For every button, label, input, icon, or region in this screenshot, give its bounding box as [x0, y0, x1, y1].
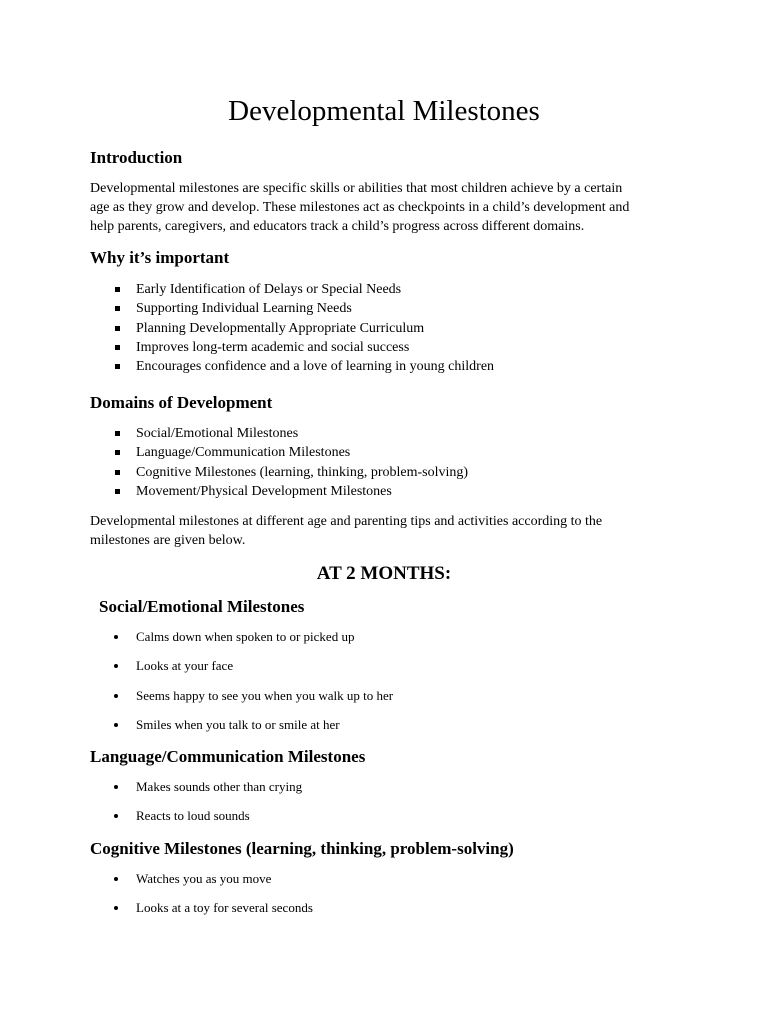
- list-item: Improves long-term academic and social success: [90, 338, 494, 357]
- list-item: Encourages confidence and a love of learning in young children: [90, 357, 494, 376]
- paragraph-line: Developmental milestones are specific skills or abilities that most children achieve by a certain: [90, 181, 623, 196]
- paragraph-line: Developmental milestones at different age and parenting tips and activities according to the: [90, 514, 603, 529]
- introduction-heading: Introduction: [90, 148, 183, 167]
- list-item: Calms down when spoken to or picked up: [90, 628, 393, 646]
- list-item: Smiles when you talk to or smile at her: [90, 716, 393, 734]
- social-emotional-heading: Social/Emotional Milestones: [99, 597, 305, 616]
- paragraph-line: age as they grow and develop. These milestones act as checkpoints in a child’s development and: [90, 200, 630, 215]
- language-communication-heading: Language/Communication Milestones: [90, 747, 366, 766]
- list-item: Reacts to loud sounds: [90, 807, 302, 825]
- age-section-heading: AT 2 MONTHS:: [316, 563, 452, 584]
- domains-heading: Domains of Development: [90, 393, 273, 412]
- list-item: Supporting Individual Learning Needs: [90, 299, 494, 318]
- domains-list: [90, 424, 468, 501]
- list-item: Language/Communication Milestones: [90, 443, 468, 462]
- paragraph-line: help parents, caregivers, and educators track a child’s progress across different domains.: [90, 219, 585, 234]
- list-item: Looks at a toy for several seconds: [90, 899, 313, 917]
- paragraph-line: milestones are given below.: [90, 533, 246, 548]
- list-item: Seems happy to see you when you walk up to her: [90, 687, 393, 705]
- domains-note-paragraph: [90, 512, 690, 550]
- list-item: Makes sounds other than crying: [90, 778, 302, 796]
- list-item: Movement/Physical Development Milestones: [90, 482, 468, 501]
- list-item: Planning Developmentally Appropriate Curriculum: [90, 319, 494, 338]
- importance-heading: Why it’s important: [90, 248, 230, 267]
- cognitive-heading: Cognitive Milestones (learning, thinking, problem-solving): [90, 839, 514, 858]
- list-item: Social/Emotional Milestones: [90, 424, 468, 443]
- list-item: Looks at your face: [90, 657, 393, 675]
- cognitive-list: [90, 870, 313, 929]
- list-item: Early Identification of Delays or Special Needs: [90, 280, 494, 299]
- introduction-paragraph: [90, 179, 690, 236]
- list-item: Watches you as you move: [90, 870, 313, 888]
- language-communication-list: [90, 778, 302, 837]
- document-title: Developmental Milestones: [228, 95, 540, 127]
- social-emotional-list: [90, 628, 393, 746]
- list-item: Cognitive Milestones (learning, thinking, problem-solving): [90, 463, 468, 482]
- importance-list: [90, 280, 494, 376]
